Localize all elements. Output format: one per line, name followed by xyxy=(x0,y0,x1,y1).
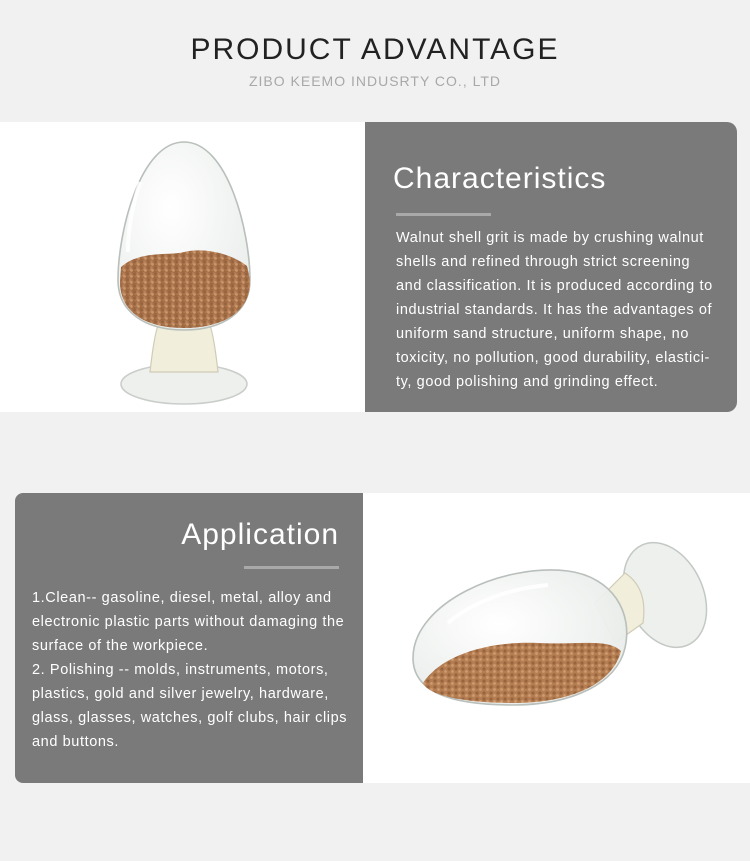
application-item-polishing: 2. Polishing -- molds, instruments, motors, plastics, gold and silver jewelry, hardware, glass, glasses, watches, golf clubs, hair clips and buttons. xyxy=(32,662,348,750)
application-card xyxy=(15,493,363,783)
walnut-grit-fill xyxy=(120,250,250,328)
application-text xyxy=(32,586,352,754)
upright-vial-photo xyxy=(0,122,365,412)
application-heading: Application xyxy=(181,518,339,551)
page-title: PRODUCT ADVANTAGE xyxy=(190,33,560,66)
tilted-vial-photo xyxy=(363,493,750,783)
heading-divider xyxy=(244,566,339,569)
characteristics-card xyxy=(365,122,737,412)
characteristics-text: Walnut shell grit is made by crushing walnut shells and refined through strict screening and classification. It is produced according to industrial standards. It has the advantages of uniform sand structure, uniform shape, no toxicity, no pollution, good durability, elastici-ty, good polishing and grinding effect. xyxy=(396,230,713,390)
heading-divider xyxy=(396,213,491,216)
company-subtitle: ZIBO KEEMO INDUSRTY CO., LTD xyxy=(248,73,502,89)
characteristics-heading: Characteristics xyxy=(393,162,607,195)
upright-vial-illustration xyxy=(0,122,365,412)
tilted-vial-illustration xyxy=(363,493,750,783)
application-item-clean: 1.Clean-- gasoline, diesel, metal, alloy and electronic plastic parts without damaging the surface of the workpiece. xyxy=(32,590,345,654)
